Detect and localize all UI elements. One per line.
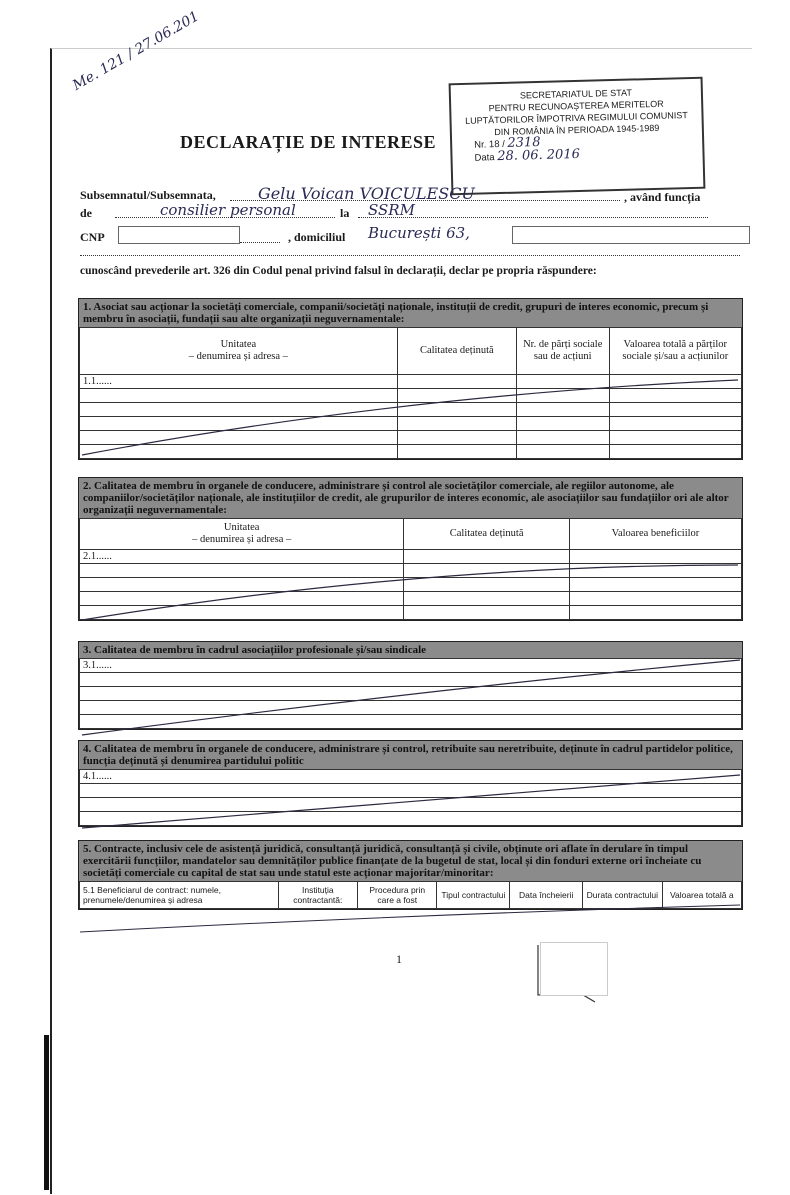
de-label: de — [80, 206, 92, 220]
statement-text: cunoscând prevederile art. 326 din Codul penal privind falsul în declarații, declar pe propria răspundere: — [80, 265, 597, 277]
s2-col-valoarea: Valoarea beneficiilor — [569, 519, 741, 550]
stamp-line-1: SECRETARIATUL DE STAT — [519, 87, 633, 101]
s5-col-data: Data încheierii — [510, 882, 583, 909]
name-value: Gelu Voican VOICULESCU — [258, 184, 475, 203]
section-5-heading: 5. Contracte, inclusiv cele de asistență juridică, consultanță juridică, consultanță și civile, obținute ori aflate în derulare în timpul exercitării funcțiilor, mandatelor sau demnităților publice finanțate de la bugetul de stat, local și din fonduri externe ori încheiate cu societăți comerciale cu capital de stat sau unde statul este acționar majoritar/minoritar: — [79, 841, 742, 881]
stamp-data-value: 28. 06. 2016 — [497, 146, 581, 165]
s5-col-beneficiar: 5.1 Beneficiarul de contract: numele, prenumele/denumirea și adresa — [80, 882, 279, 909]
section-2-heading: 2. Calitatea de membru în organele de conducere, administrare și control ale societăților comerciale, ale regiilor autonome, ale companiilor/societăților naționale, ale instituțiilor de credit, ale grupurilor de interes economic, ale asociațiilor sau fundațiilor ori ale altor organizații neguvernamentale: — [79, 478, 742, 518]
s3-row-1-label: 3.1...... — [80, 659, 742, 673]
s1-col-nr-parti: Nr. de părți sociale sau de acțiuni — [516, 328, 609, 375]
s4-row-1-label: 4.1...... — [80, 770, 742, 784]
s1-col-valoarea: Valoarea totală a părților sociale și/sau a acțiunilor — [609, 328, 741, 375]
stamp-data-label: Data — [474, 152, 498, 164]
s1-col-unitatea-sub: – denumirea și adresa – — [188, 351, 288, 362]
s2-col-unitatea-sub: – denumirea și adresa – — [192, 534, 292, 545]
functia-value: consilier personal — [160, 201, 296, 219]
subsemnatul-label: Subsemnatul/Subsemnata, — [80, 188, 216, 202]
stamp-nr-label: Nr. 18 / — [474, 138, 508, 151]
s2-strike-line — [82, 565, 738, 620]
s5-col-valoarea: Valoarea totală a — [662, 882, 741, 909]
s1-strike-line — [82, 380, 738, 455]
s1-col-unitatea-label: Unitatea — [220, 339, 257, 350]
s5-col-institutia: Instituția contractantă: — [278, 882, 357, 909]
handwritten-registration-note: Me. 121 / 27.06.201 — [70, 8, 202, 94]
s4-strike-line — [82, 775, 740, 828]
s2-row-1-label: 2.1...... — [80, 550, 404, 564]
s2-col-unitatea-label: Unitatea — [223, 522, 260, 533]
institutie-value: SSRM — [368, 201, 415, 219]
avand-functia-label: , având funcția — [624, 190, 701, 204]
domiciliu-value: București 63, — [368, 224, 470, 242]
stamp-nr-value: 2318 — [507, 134, 541, 151]
signature-redacted-box — [540, 942, 608, 996]
s5-strike-line — [80, 905, 740, 932]
document-title: DECLARAȚIE DE INTERESE — [180, 132, 437, 152]
la-label: la — [340, 206, 350, 220]
section-3-heading: 3. Calitatea de membru în cadrul asociațiilor profesionale și/sau sindicale — [79, 642, 742, 658]
stamp-line-2: PENTRU RECUNOAȘTEREA MERITELOR — [488, 98, 664, 114]
stamp-line-3: LUPTĂTORILOR ÎMPOTRIVA REGIMULUI COMUNIST — [465, 110, 688, 126]
s1-col-calitatea: Calitatea deținută — [397, 328, 516, 375]
domiciliul-label: , domiciliul — [288, 230, 346, 244]
s3-strike-line — [82, 660, 740, 735]
s5-col-durata: Durata contractului — [583, 882, 662, 909]
s2-col-calitatea: Calitatea deținută — [404, 519, 570, 550]
s1-row-1-label: 1.1...... — [80, 375, 398, 389]
s5-col-tipul: Tipul contractului — [437, 882, 510, 909]
section-4-heading: 4. Calitatea de membru în organele de conducere, administrare și control, retribuite sau neretribuite, deținute în cadrul partidelor politice, funcția deținută și denumirea partidului politic — [79, 741, 742, 769]
section-1-heading: 1. Asociat sau acționar la societăți comerciale, companii/societăți naționale, instituții de credit, grupuri de interes economic, precum și membru în asociații, fundații sau alte organizații neguvernamentale: — [79, 299, 742, 327]
cnp-label: CNP — [80, 230, 105, 244]
stamp-line-4: DIN ROMÂNIA ÎN PERIOADA 1945-1989 — [494, 122, 660, 138]
s5-col-procedura: Procedura prin care a fost — [358, 882, 437, 909]
page-number: 1 — [396, 952, 402, 966]
